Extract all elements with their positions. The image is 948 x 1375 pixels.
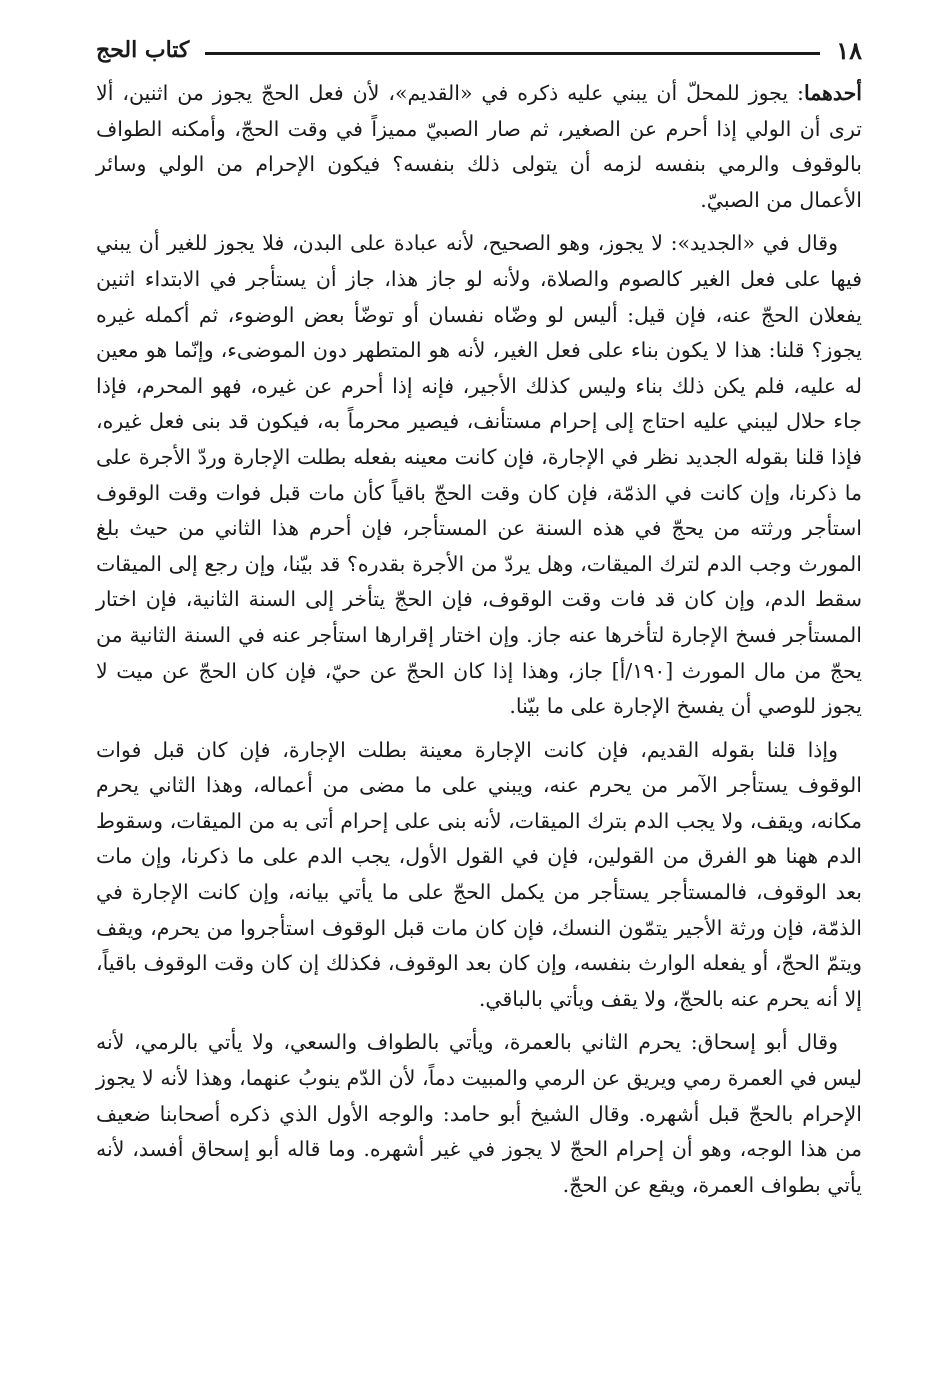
running-title: كتاب الحج (96, 37, 190, 63)
paragraph-text: : يجوز للمحلّ أن يبني عليه ذكره في «القديم»، لأن فعل الحجّ يجوز من اثنين، ألا ترى أن الولي إذا أحرم عن الصغير، ثم صار الصبيّ مميزاً في وقت الحجّ، وأمكنه الطواف بالوقوف والرمي بنفسه لزمه أن يتولى ذلك بنفسه؟ فيكون الإحرام من الولي وسائر الأعمال من الصبيّ. (96, 81, 862, 212)
paragraph-2 (96, 226, 862, 724)
paragraph-text: وقال أبو إسحاق: يحرم الثاني بالعمرة، ويأتي بالطواف والسعي، ولا يأتي بالرمي، لأنه ليس في العمرة رمي ويريق عن الرمي والمبيت دماً، لأن الدّم ينوبُ عنهما، وهذا لأنه لا يجوز الإحرام بالحجّ قبل أشهره. وقال الشيخ أبو حامد: والوجه الأول الذي ذكره أصحابنا ضعيف من هذا الوجه، وهو أن إحرام الحجّ لا يجوز في غير أشهره. وما قاله أبو إسحاق أفسد، لأنه يأتي بطواف العمرة، ويقع عن الحجّ. (96, 1030, 862, 1197)
header-rule (205, 52, 820, 55)
paragraph-lead-word: أحدهما (803, 81, 862, 105)
paragraph-text: وإذا قلنا بقوله القديم، فإن كانت الإجارة معينة بطلت الإجارة، فإن كان قبل فوات الوقوف يستأجر الآمر من يحرم عنه، ويبني على ما مضى من أعماله، وهذا الثاني يحرم مكانه، ويقف، ولا يجب الدم بترك الميقات، لأنه بنى على إحرام أتى به من الميقات، وسقوط الدم ههنا هو الفرق من القولين، فإن في القول الأول، يجب الدم على ما ذكرنا، وإن مات بعد الوقوف، فالمستأجر يستأجر من يكمل الحجّ على ما يأتي بيانه، وإن كانت الإجارة في الذمّة، فإن ورثة الأجير يتمّون النسك، فإن كان مات قبل الوقوف استأجروا من يحرم، ويقف ويتمّ الحجّ، أو يفعله الوارث بنفسه، وإن كان بعد الوقوف، فكذلك إن كان وقت الوقوف باقياً، إلا أنه يحرم عنه بالحجّ، ولا يقف ويأتي بالباقي. (96, 737, 862, 1011)
book-page (96, 30, 862, 1211)
paragraph-3 (96, 733, 862, 1018)
paragraph-1 (96, 76, 862, 218)
body-text (96, 76, 862, 1203)
page-header (96, 30, 862, 70)
paragraph-text: وقال في «الجديد»: لا يجوز، وهو الصحيح، لأنه عبادة على البدن، فلا يجوز للغير أن يبني فيها على فعل الغير كالصوم والصلاة، ولأنه لو جاز هذا، جاز أن يستأجر في الابتداء اثنين يفعلان الحجّ عنه، فإن قيل: أليس لو وضّاه نفسان أو توضّأ بعض الوضوء، ثم أكمله غيره يجوز؟ قلنا: هذا لا يكون بناء على فعل الغير، لأنه هو المتطهر دون الموضىء، وإنّما هو معين له عليه، فلم يكن ذلك بناء وليس كذلك الأجير، فإنه إذا أحرم عن غيره، فهو المحرم، فإذا جاء حلال ليبني عليه احتاج إلى إحرام مستأنف، فيصير محرماً به، فيكون قد بنى فعل غيره، فإذا قلنا بقوله الجديد نظر في الإجارة، فإن كانت معينه بفعله بطلت الإجارة وردّ الأجرة على ما ذكرنا، وإن كانت في الذمّة، فإن كان وقت الحجّ باقياً كأن مات قبل فوات وقت الوقوف استأجر ورثته من يحجّ في هذه السنة عن المستأجر، فإن أحرم هذا الثاني من حيث بلغ المورث وجب الدم لترك الميقات، وهل يردّ من الأجرة بقدره؟ قد بيّنا، وإن رجع إلى الميقات سقط الدم، وإن كان قد فات وقت الوقوف، فإن الحجّ يتأخر إلى السنة الثانية، فإن اختار المستأجر فسخ الإجارة لتأخرها عنه جاز. وإن اختار إقرارها استأجر عنه في السنة الثانية من يحجّ من مال المورث [١٩٠/أ] جاز، وهذا إذا كان الحجّ عن حيّ، فإن كان الحجّ عن ميت لا يجوز للوصي أن يفسخ الإجارة على ما بيّنا. (96, 231, 862, 719)
paragraph-4 (96, 1025, 862, 1203)
page-number: ١٨ (836, 35, 862, 65)
